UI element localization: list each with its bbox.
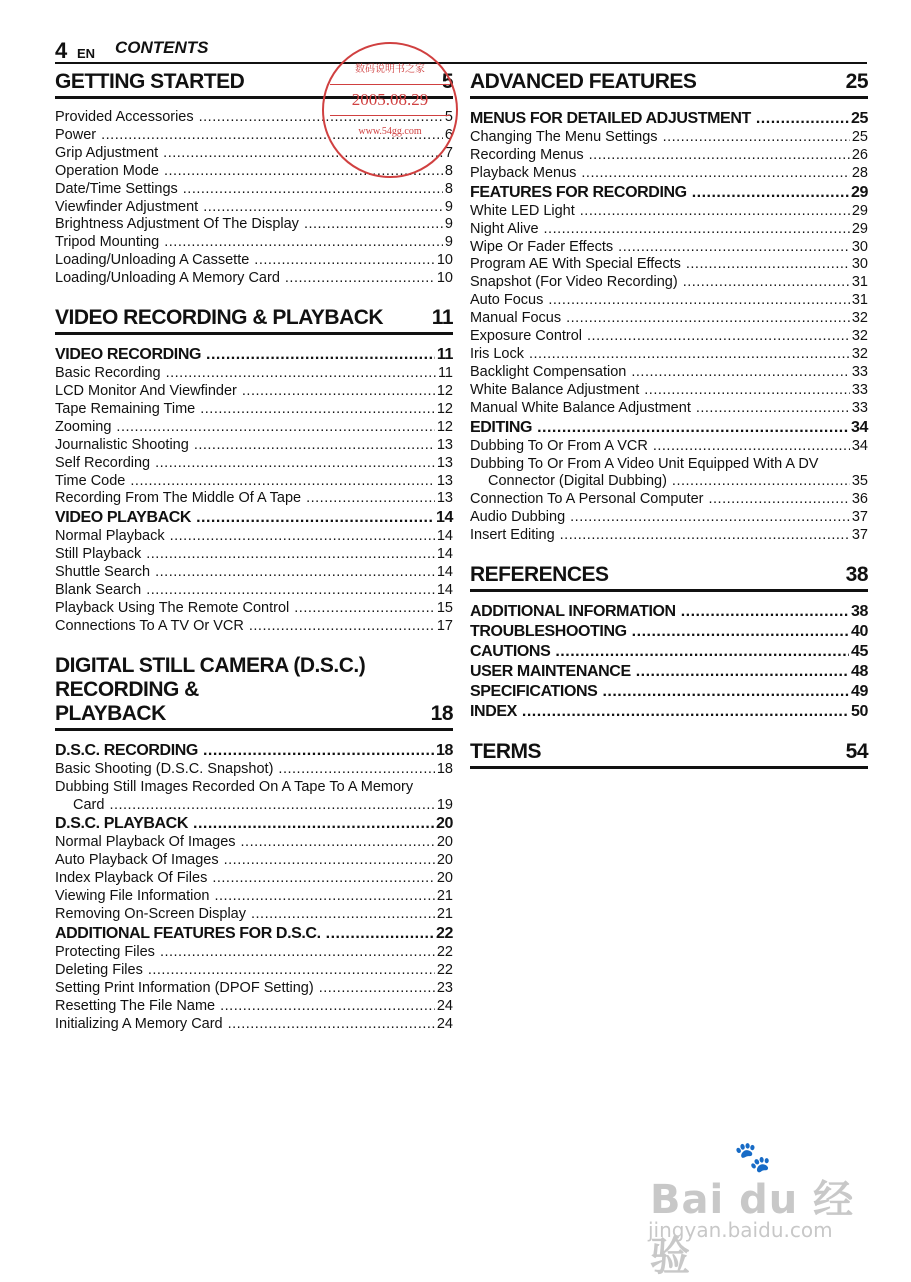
section-heading[interactable] xyxy=(55,306,453,335)
subheading-title: MENUS FOR DETAILED ADJUSTMENT xyxy=(470,110,751,127)
entry-title: Blank Search xyxy=(55,582,142,599)
entry-title: Snapshot (For Video Recording) xyxy=(470,274,678,291)
entry-page: 20 xyxy=(436,852,453,869)
subheading-title: TROUBLESHOOTING xyxy=(470,623,627,641)
subheading-page: 45 xyxy=(851,643,868,661)
subheading-title: USER MAINTENANCE xyxy=(470,663,631,681)
entry-page: 31 xyxy=(851,292,868,309)
toc-entry[interactable] xyxy=(55,270,453,288)
entry-title: Operation Mode xyxy=(55,162,159,179)
red-seal-stamp: 数码说明书之家 2005.08.29 www.54gg.com xyxy=(322,42,458,178)
section-heading[interactable] xyxy=(55,654,453,731)
subheading-page: 49 xyxy=(851,683,868,701)
toc-list xyxy=(55,944,453,1034)
toc-subheading[interactable] xyxy=(55,741,453,761)
toc-subheading[interactable] xyxy=(55,814,453,834)
subheading-page: 48 xyxy=(851,663,868,681)
entry-title: Connection To A Personal Computer xyxy=(470,491,704,508)
toc-entry[interactable] xyxy=(470,221,868,239)
toc-entry[interactable] xyxy=(470,456,868,474)
toc-entry[interactable] xyxy=(55,437,453,455)
entry-title: Shuttle Search xyxy=(55,564,151,581)
toc-entry[interactable] xyxy=(470,364,868,382)
toc-subheading[interactable] xyxy=(470,418,868,438)
entry-title: Dubbing Still Images Recorded On A Tape To A Memory xyxy=(55,778,414,795)
entry-title: Manual White Balance Adjustment xyxy=(470,399,691,416)
toc-entry[interactable] xyxy=(55,980,453,998)
entry-title: Provided Accessories xyxy=(55,109,194,125)
section-title: GETTING STARTED xyxy=(55,70,245,93)
entry-page: 23 xyxy=(436,979,453,996)
entry-page: 20 xyxy=(436,834,453,851)
toc-entry[interactable] xyxy=(55,852,453,870)
toc-subheading-list xyxy=(470,602,868,722)
toc-subheading[interactable] xyxy=(55,924,453,944)
entry-title: Date/Time Settings xyxy=(55,180,178,197)
entry-page: 17 xyxy=(436,617,453,634)
entry-page: 21 xyxy=(436,906,453,923)
toc-entry[interactable] xyxy=(470,438,868,456)
toc-entry[interactable] xyxy=(55,888,453,906)
entry-title: Setting Print Information (DPOF Setting) xyxy=(55,979,314,996)
toc-entry[interactable] xyxy=(470,256,868,274)
entry-page: 13 xyxy=(436,472,453,489)
toc-entry[interactable] xyxy=(55,419,453,437)
entry-title: Journalistic Shooting xyxy=(55,436,189,453)
subheading-title: EDITING xyxy=(470,418,533,436)
entry-title: Initializing A Memory Card xyxy=(55,1015,223,1032)
entry-page: 20 xyxy=(436,870,453,887)
entry-title: Night Alive xyxy=(470,220,539,237)
entry-page: 33 xyxy=(851,363,868,380)
subheading-page: 29 xyxy=(851,183,868,201)
toc-entry[interactable] xyxy=(55,998,453,1016)
entry-page: 14 xyxy=(436,528,453,545)
entry-page: 19 xyxy=(436,796,453,813)
toc-entry[interactable] xyxy=(55,546,453,564)
entry-page: 24 xyxy=(436,1015,453,1032)
toc-subheading[interactable] xyxy=(55,508,453,528)
toc-entry[interactable] xyxy=(470,346,868,364)
subheading-page: 50 xyxy=(851,703,868,721)
section-page: 25 xyxy=(845,70,868,93)
entry-page: 9 xyxy=(444,234,453,251)
entry-title: Zooming xyxy=(55,418,112,435)
toc-entry[interactable] xyxy=(470,203,868,221)
toc-entry[interactable] xyxy=(55,383,453,401)
toc-entry[interactable] xyxy=(470,239,868,257)
entry-page: 15 xyxy=(436,599,453,616)
entry-page: 33 xyxy=(851,399,868,416)
entry-page: 10 xyxy=(436,270,453,287)
entry-page: 9 xyxy=(444,198,453,215)
toc-subheading[interactable] xyxy=(55,345,453,365)
toc-entry[interactable] xyxy=(55,490,453,508)
subheading-title: VIDEO PLAYBACK xyxy=(55,509,192,527)
page-header xyxy=(55,38,867,64)
toc-entry[interactable] xyxy=(55,234,453,252)
entry-title: Time Code xyxy=(55,472,126,489)
section-title: TERMS xyxy=(470,740,541,764)
page-number: 4 xyxy=(55,38,68,63)
entry-page: 12 xyxy=(436,382,453,399)
entry-title: Grip Adjustment xyxy=(55,144,159,161)
entry-page: 35 xyxy=(851,473,868,490)
toc-list xyxy=(55,365,453,508)
entry-page: 22 xyxy=(436,944,453,960)
entry-page: 29 xyxy=(851,202,868,219)
toc-entry[interactable] xyxy=(55,528,453,546)
entry-title: Connections To A TV Or VCR xyxy=(55,617,244,634)
entry-title: Still Playback xyxy=(55,546,142,563)
toc-entry[interactable] xyxy=(470,147,868,165)
entry-page: 36 xyxy=(851,491,868,508)
entry-title: Playback Using The Remote Control xyxy=(55,599,290,616)
subheading-title: ADDITIONAL INFORMATION xyxy=(470,603,676,621)
entry-page: 14 xyxy=(436,582,453,599)
entry-page: 31 xyxy=(851,274,868,291)
entry-page: 28 xyxy=(851,164,868,181)
subheading-title: VIDEO RECORDING xyxy=(55,346,202,364)
entry-title: Insert Editing xyxy=(470,527,555,544)
toc-entry[interactable] xyxy=(55,834,453,852)
section-title: DIGITAL STILL CAMERA (D.S.C.) RECORDING & PLAYBACK xyxy=(55,653,366,725)
entry-page: 30 xyxy=(851,256,868,273)
entry-title: Normal Playback xyxy=(55,528,165,545)
entry-title: Brightness Adjustment Of The Display xyxy=(55,216,299,233)
entry-page: 25 xyxy=(851,129,868,145)
entry-title: Recording Menus xyxy=(470,146,584,163)
section-page: 11 xyxy=(431,306,453,330)
entry-page: 29 xyxy=(851,220,868,237)
entry-page: 32 xyxy=(851,310,868,327)
section-page: 54 xyxy=(845,740,868,764)
entry-page: 33 xyxy=(851,381,868,398)
entry-title: Viewfinder Adjustment xyxy=(55,198,199,215)
toc-entry[interactable] xyxy=(55,962,453,980)
entry-title-continued: Card xyxy=(73,796,105,813)
toc-subheading[interactable] xyxy=(470,702,868,722)
section-page: 5 xyxy=(441,70,453,93)
subheading-title: D.S.C. PLAYBACK xyxy=(55,815,188,833)
entry-page: 32 xyxy=(851,345,868,362)
entry-page: 8 xyxy=(444,180,453,197)
toc-entry[interactable] xyxy=(55,199,453,217)
subheading-title: FEATURES FOR RECORDING xyxy=(470,183,687,201)
entry-title: LCD Monitor And Viewfinder xyxy=(55,382,237,399)
toc-subheading[interactable] xyxy=(470,109,868,129)
entry-page: 13 xyxy=(436,454,453,471)
toc-entry[interactable] xyxy=(55,473,453,491)
entry-page: 21 xyxy=(436,888,453,905)
entry-title: White LED Light xyxy=(470,202,575,219)
toc-entry[interactable] xyxy=(470,400,868,418)
entry-title: Manual Focus xyxy=(470,310,562,327)
toc-entry[interactable] xyxy=(55,618,453,636)
entry-page: 24 xyxy=(436,997,453,1014)
section-title: ADVANCED FEATURES xyxy=(470,70,697,93)
toc-list xyxy=(55,528,453,635)
entry-title: Deleting Files xyxy=(55,961,143,978)
entry-page: 13 xyxy=(436,436,453,453)
page-title: CONTENTS xyxy=(115,38,209,57)
toc-subheading[interactable] xyxy=(470,682,868,702)
toc-subheading[interactable] xyxy=(470,622,868,642)
entry-page: 6 xyxy=(444,126,453,143)
subheading-page: 18 xyxy=(436,741,453,759)
entry-title: Index Playback Of Files xyxy=(55,870,208,887)
entry-title: Protecting Files xyxy=(55,944,155,960)
entry-title: Loading/Unloading A Cassette xyxy=(55,252,250,269)
toc-list xyxy=(470,438,868,545)
toc-entry[interactable] xyxy=(470,328,868,346)
toc-subheading[interactable] xyxy=(470,642,868,662)
toc-entry[interactable] xyxy=(470,310,868,328)
subheading-title: SPECIFICATIONS xyxy=(470,683,598,701)
entry-title: Power xyxy=(55,126,97,143)
section-heading[interactable] xyxy=(470,70,868,99)
entry-title: Tripod Mounting xyxy=(55,234,160,251)
toc-subheading[interactable] xyxy=(470,602,868,622)
toc-entry[interactable] xyxy=(55,906,453,924)
entry-title: White Balance Adjustment xyxy=(470,381,640,398)
section-page: 18 xyxy=(430,701,453,725)
entry-page: 22 xyxy=(436,961,453,978)
entry-title: Program AE With Special Effects xyxy=(470,256,681,273)
toc-entry[interactable] xyxy=(55,252,453,270)
toc-entry[interactable] xyxy=(470,491,868,509)
toc-entry[interactable] xyxy=(55,600,453,618)
entry-title: Basic Shooting (D.S.C. Snapshot) xyxy=(55,760,274,777)
toc-entry[interactable] xyxy=(55,216,453,234)
toc-subheading[interactable] xyxy=(470,183,868,203)
toc-list xyxy=(470,129,868,183)
entry-title: Dubbing To Or From A VCR xyxy=(470,437,648,454)
entry-title: Auto Playback Of Images xyxy=(55,852,219,869)
subheading-page: 11 xyxy=(436,346,453,364)
entry-page: 18 xyxy=(436,760,453,777)
toc-entry[interactable] xyxy=(470,382,868,400)
entry-title-continued: Connector (Digital Dubbing) xyxy=(488,473,667,490)
section-title: REFERENCES xyxy=(470,563,609,587)
subheading-title: INDEX xyxy=(470,703,517,721)
entry-page: 34 xyxy=(851,437,868,454)
entry-page: 12 xyxy=(436,418,453,435)
paw-icon: 🐾 xyxy=(734,1140,772,1175)
toc-entry[interactable] xyxy=(55,582,453,600)
entry-title: Changing The Menu Settings xyxy=(470,129,658,145)
entry-page: 14 xyxy=(436,546,453,563)
toc-entry[interactable] xyxy=(470,509,868,527)
subheading-page: 22 xyxy=(436,925,453,942)
entry-title: Wipe Or Fader Effects xyxy=(470,238,614,255)
toc-entry[interactable] xyxy=(55,564,453,582)
toc-entry[interactable] xyxy=(470,527,868,545)
subheading-title: D.S.C. RECORDING xyxy=(55,741,198,759)
toc-entry[interactable] xyxy=(55,779,453,797)
entry-title: Normal Playback Of Images xyxy=(55,834,236,851)
toc-entry[interactable] xyxy=(55,870,453,888)
subheading-page: 14 xyxy=(436,509,453,527)
toc-entry[interactable] xyxy=(55,1016,453,1034)
entry-title: Iris Lock xyxy=(470,345,524,362)
toc-list xyxy=(55,834,453,924)
entry-page: 32 xyxy=(851,328,868,345)
entry-page: 5 xyxy=(444,109,453,125)
toc-entry[interactable] xyxy=(55,761,453,779)
entry-title: Tape Remaining Time xyxy=(55,400,196,417)
entry-page: 13 xyxy=(436,490,453,507)
section-heading[interactable] xyxy=(470,563,868,592)
toc-left-column xyxy=(55,70,453,1034)
entry-title: Loading/Unloading A Memory Card xyxy=(55,270,280,287)
subheading-title: CAUTIONS xyxy=(470,643,551,661)
entry-title: Exposure Control xyxy=(470,328,583,345)
entry-page: 11 xyxy=(437,365,453,382)
toc-entry[interactable] xyxy=(55,181,453,199)
entry-title: Dubbing To Or From A Video Unit Equipped With A DV xyxy=(470,455,819,472)
subheading-page: 38 xyxy=(851,603,868,621)
section-heading[interactable] xyxy=(470,740,868,769)
toc-entry[interactable] xyxy=(55,455,453,473)
entry-title: Backlight Compensation xyxy=(470,363,627,380)
entry-page: 37 xyxy=(851,509,868,526)
subheading-page: 40 xyxy=(851,623,868,641)
entry-page: 9 xyxy=(444,216,453,233)
toc-entry[interactable] xyxy=(470,292,868,310)
toc-entry-continued[interactable] xyxy=(470,473,868,491)
entry-page: 10 xyxy=(436,252,453,269)
language-label: EN xyxy=(77,46,96,61)
entry-title: Basic Recording xyxy=(55,365,161,382)
toc-entry[interactable] xyxy=(55,401,453,419)
toc-entry[interactable] xyxy=(55,365,453,383)
toc-entry[interactable] xyxy=(470,165,868,183)
subheading-page: 20 xyxy=(436,815,453,833)
entry-title: Recording From The Middle Of A Tape xyxy=(55,490,302,507)
entry-title: Auto Focus xyxy=(470,292,544,309)
toc-entry[interactable] xyxy=(470,274,868,292)
entry-title: Viewing File Information xyxy=(55,888,210,905)
subheading-title: ADDITIONAL FEATURES FOR D.S.C. xyxy=(55,925,321,942)
entry-page: 26 xyxy=(851,146,868,163)
subheading-page: 25 xyxy=(851,110,868,127)
entry-title: Audio Dubbing xyxy=(470,509,566,526)
toc-entry[interactable] xyxy=(55,944,453,962)
toc-entry-continued[interactable] xyxy=(55,797,453,815)
section-page: 38 xyxy=(845,563,868,587)
toc-list xyxy=(55,761,453,815)
toc-right-column xyxy=(470,70,868,769)
entry-title: Playback Menus xyxy=(470,164,577,181)
entry-title: Removing On-Screen Display xyxy=(55,906,246,923)
baidu-watermark: 🐾 Bai du 经验 jingyan.baidu.com xyxy=(648,1140,855,1280)
entry-page: 7 xyxy=(444,144,453,161)
toc-subheading[interactable] xyxy=(470,662,868,682)
entry-page: 30 xyxy=(851,238,868,255)
toc-entry[interactable] xyxy=(470,129,868,147)
entry-page: 14 xyxy=(436,564,453,581)
entry-title: Resetting The File Name xyxy=(55,997,216,1014)
subheading-page: 34 xyxy=(851,418,868,436)
entry-page: 12 xyxy=(436,400,453,417)
toc-list xyxy=(470,203,868,418)
entry-page: 37 xyxy=(851,527,868,544)
entry-title: Self Recording xyxy=(55,454,151,471)
section-title: VIDEO RECORDING & PLAYBACK xyxy=(55,306,384,330)
entry-page: 8 xyxy=(444,162,453,179)
